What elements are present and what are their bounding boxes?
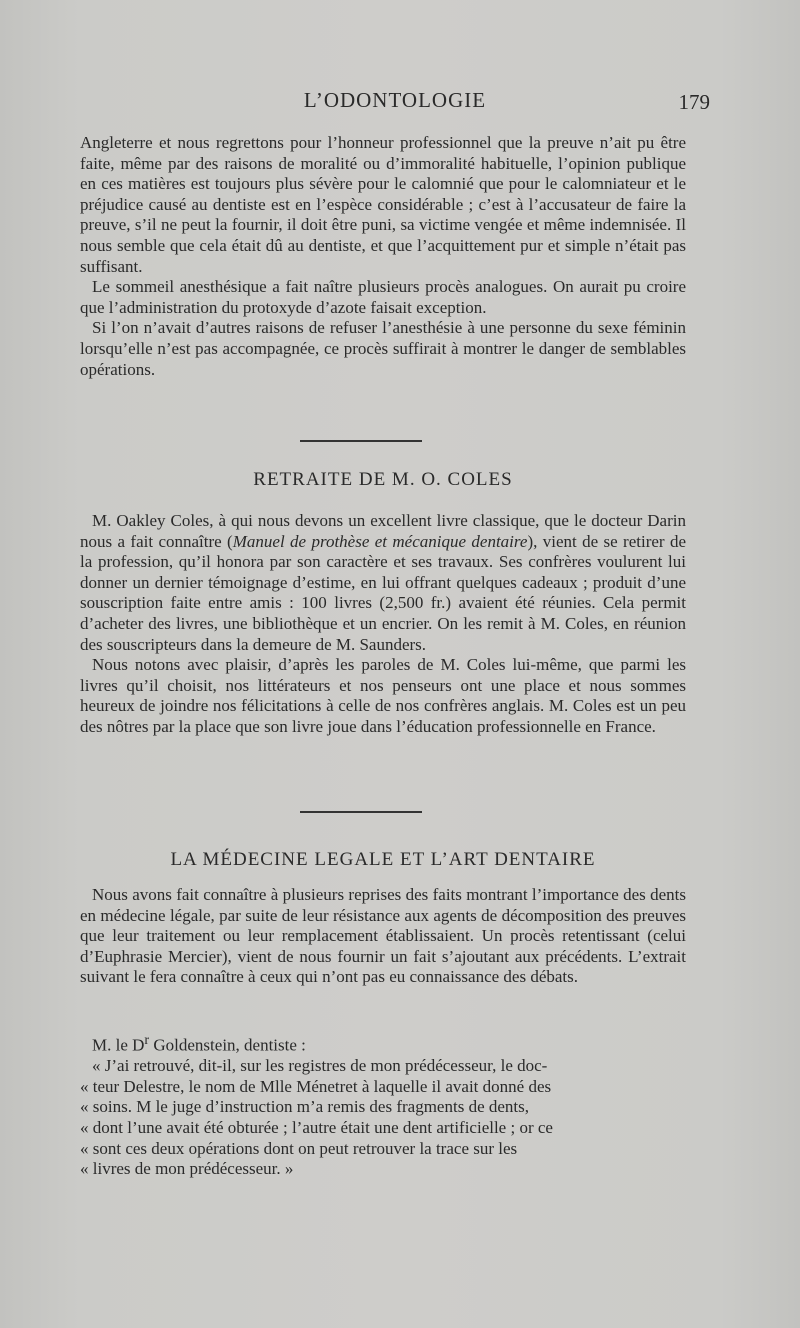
paragraph: Angleterre et nous regrettons pour l’honneur professionnel que la preuve n’ait pu être faite, même par des raisons de moralité ou d’immoralité habituelle, l’opinion publique en ces matières est toujours plus sévère pour le calomnié que pour le calomniateur et le préjudice causé au dentiste est en l’espèce considérable ; c’est à l’accusateur de faire la preuve, s’il ne peut la fournir, il doit être puni, sa victime vengée et même indemnisée. Il nous semble que cela était dû au dentiste, et que l’acquittement pur et simple n’était pas suffisant.: [80, 133, 686, 276]
speaker-text: M. le D: [92, 1035, 145, 1055]
running-title: L’ODONTOLOGIE: [303, 88, 487, 112]
quotation: [80, 1056, 686, 1180]
quote-line: « soins. M le juge d’instruction m’a remis des fragments de dents,: [80, 1097, 529, 1117]
speaker-line: [80, 1030, 686, 1056]
medecine-legale-article: [80, 885, 686, 988]
paragraph: Nous notons avec plaisir, d’après les paroles de M. Coles lui-même, que parmi les livres qu’il choisit, nos littérateurs et nos penseurs ont une place et nous sommes heureux de joindre nos félicitations à celle de nos confrères anglais. M. Coles est un peu des nôtres par la place que son livre joue dans l’éducation professionnelle en France.: [80, 655, 686, 736]
paragraph-text: M. Oakley Coles, à qui nous devons un excellent livre classique, que le docteur Darin nous a fait connaître (: [80, 511, 686, 551]
quote-line: « sont ces deux opérations dont on peut retrouver la trace sur les: [80, 1138, 518, 1158]
continued-article: [80, 133, 686, 380]
section-title-coles: RETRAITE DE M. O. COLES: [253, 469, 513, 490]
quote-line: « dont l’une avait été obturée ; l’autre était une dent artificielle ; or ce: [80, 1118, 553, 1138]
paragraph: [80, 511, 686, 655]
paragraph: Nous avons fait connaître à plusieurs reprises des faits montrant l’importance des dents en médecine légale, par suite de leur résistance aux agents de décomposition des preuves que leur traitement ou leur remplacement établissaient. Un procès retentissant (celui d’Euphrasie Mercier), vient de nous fournir un fait s’ajoutant aux précédents. L’extrait suivant le fera connaître à ceux qui n’ont pas eu connaissance des débats.: [80, 885, 686, 987]
section-title-medecine-legale: LA MÉDECINE LEGALE ET L’ART DENTAIRE: [170, 849, 596, 870]
section-divider: [300, 440, 422, 442]
book-title: Manuel de prothèse et mécanique dentaire: [232, 531, 528, 551]
quote-line: « teur Delestre, le nom de Mlle Ménetret à laquelle il avait donné des: [80, 1076, 552, 1096]
page-header: [80, 88, 710, 118]
quote-line: « livres de mon prédécesseur. »: [80, 1159, 294, 1179]
speaker-superscript: r: [144, 1032, 150, 1048]
paragraph: Le sommeil anesthésique a fait naître plusieurs procès analogues. On aurait pu croire que l’administration du protoxyde d’azote faisait exception.: [80, 277, 686, 317]
section-divider: [300, 811, 422, 813]
testimony: [80, 1030, 686, 1180]
coles-article: [80, 511, 686, 738]
page-number: 179: [678, 90, 710, 114]
quote-line: « J’ai retrouvé, dit-il, sur les registres de mon prédécesseur, le doc-: [92, 1056, 548, 1076]
paragraph-text: ), vient de se retirer de la profession, qu’il honora par son caractère et ses travaux. Ses confrères voulurent lui donner un dernier témoignage d’estime, en lui offrant quelques cadeaux ; produit d’une souscription faite entre amis : 100 livres (2,500 fr.) avaient été réunies. Cela permit d’acheter des livres, une bibliothèque et un encrier. On les remit à M. Coles, en réunion des souscripteurs dans la demeure de M. Saunders.: [80, 531, 686, 654]
paragraph: Si l’on n’avait d’autres raisons de refuser l’anesthésie à une personne du sexe féminin lorsqu’elle n’est pas accompagnée, ce procès suffirait à montrer le danger de semblables opérations.: [80, 318, 686, 379]
speaker-text: Goldenstein, dentiste :: [149, 1035, 306, 1055]
